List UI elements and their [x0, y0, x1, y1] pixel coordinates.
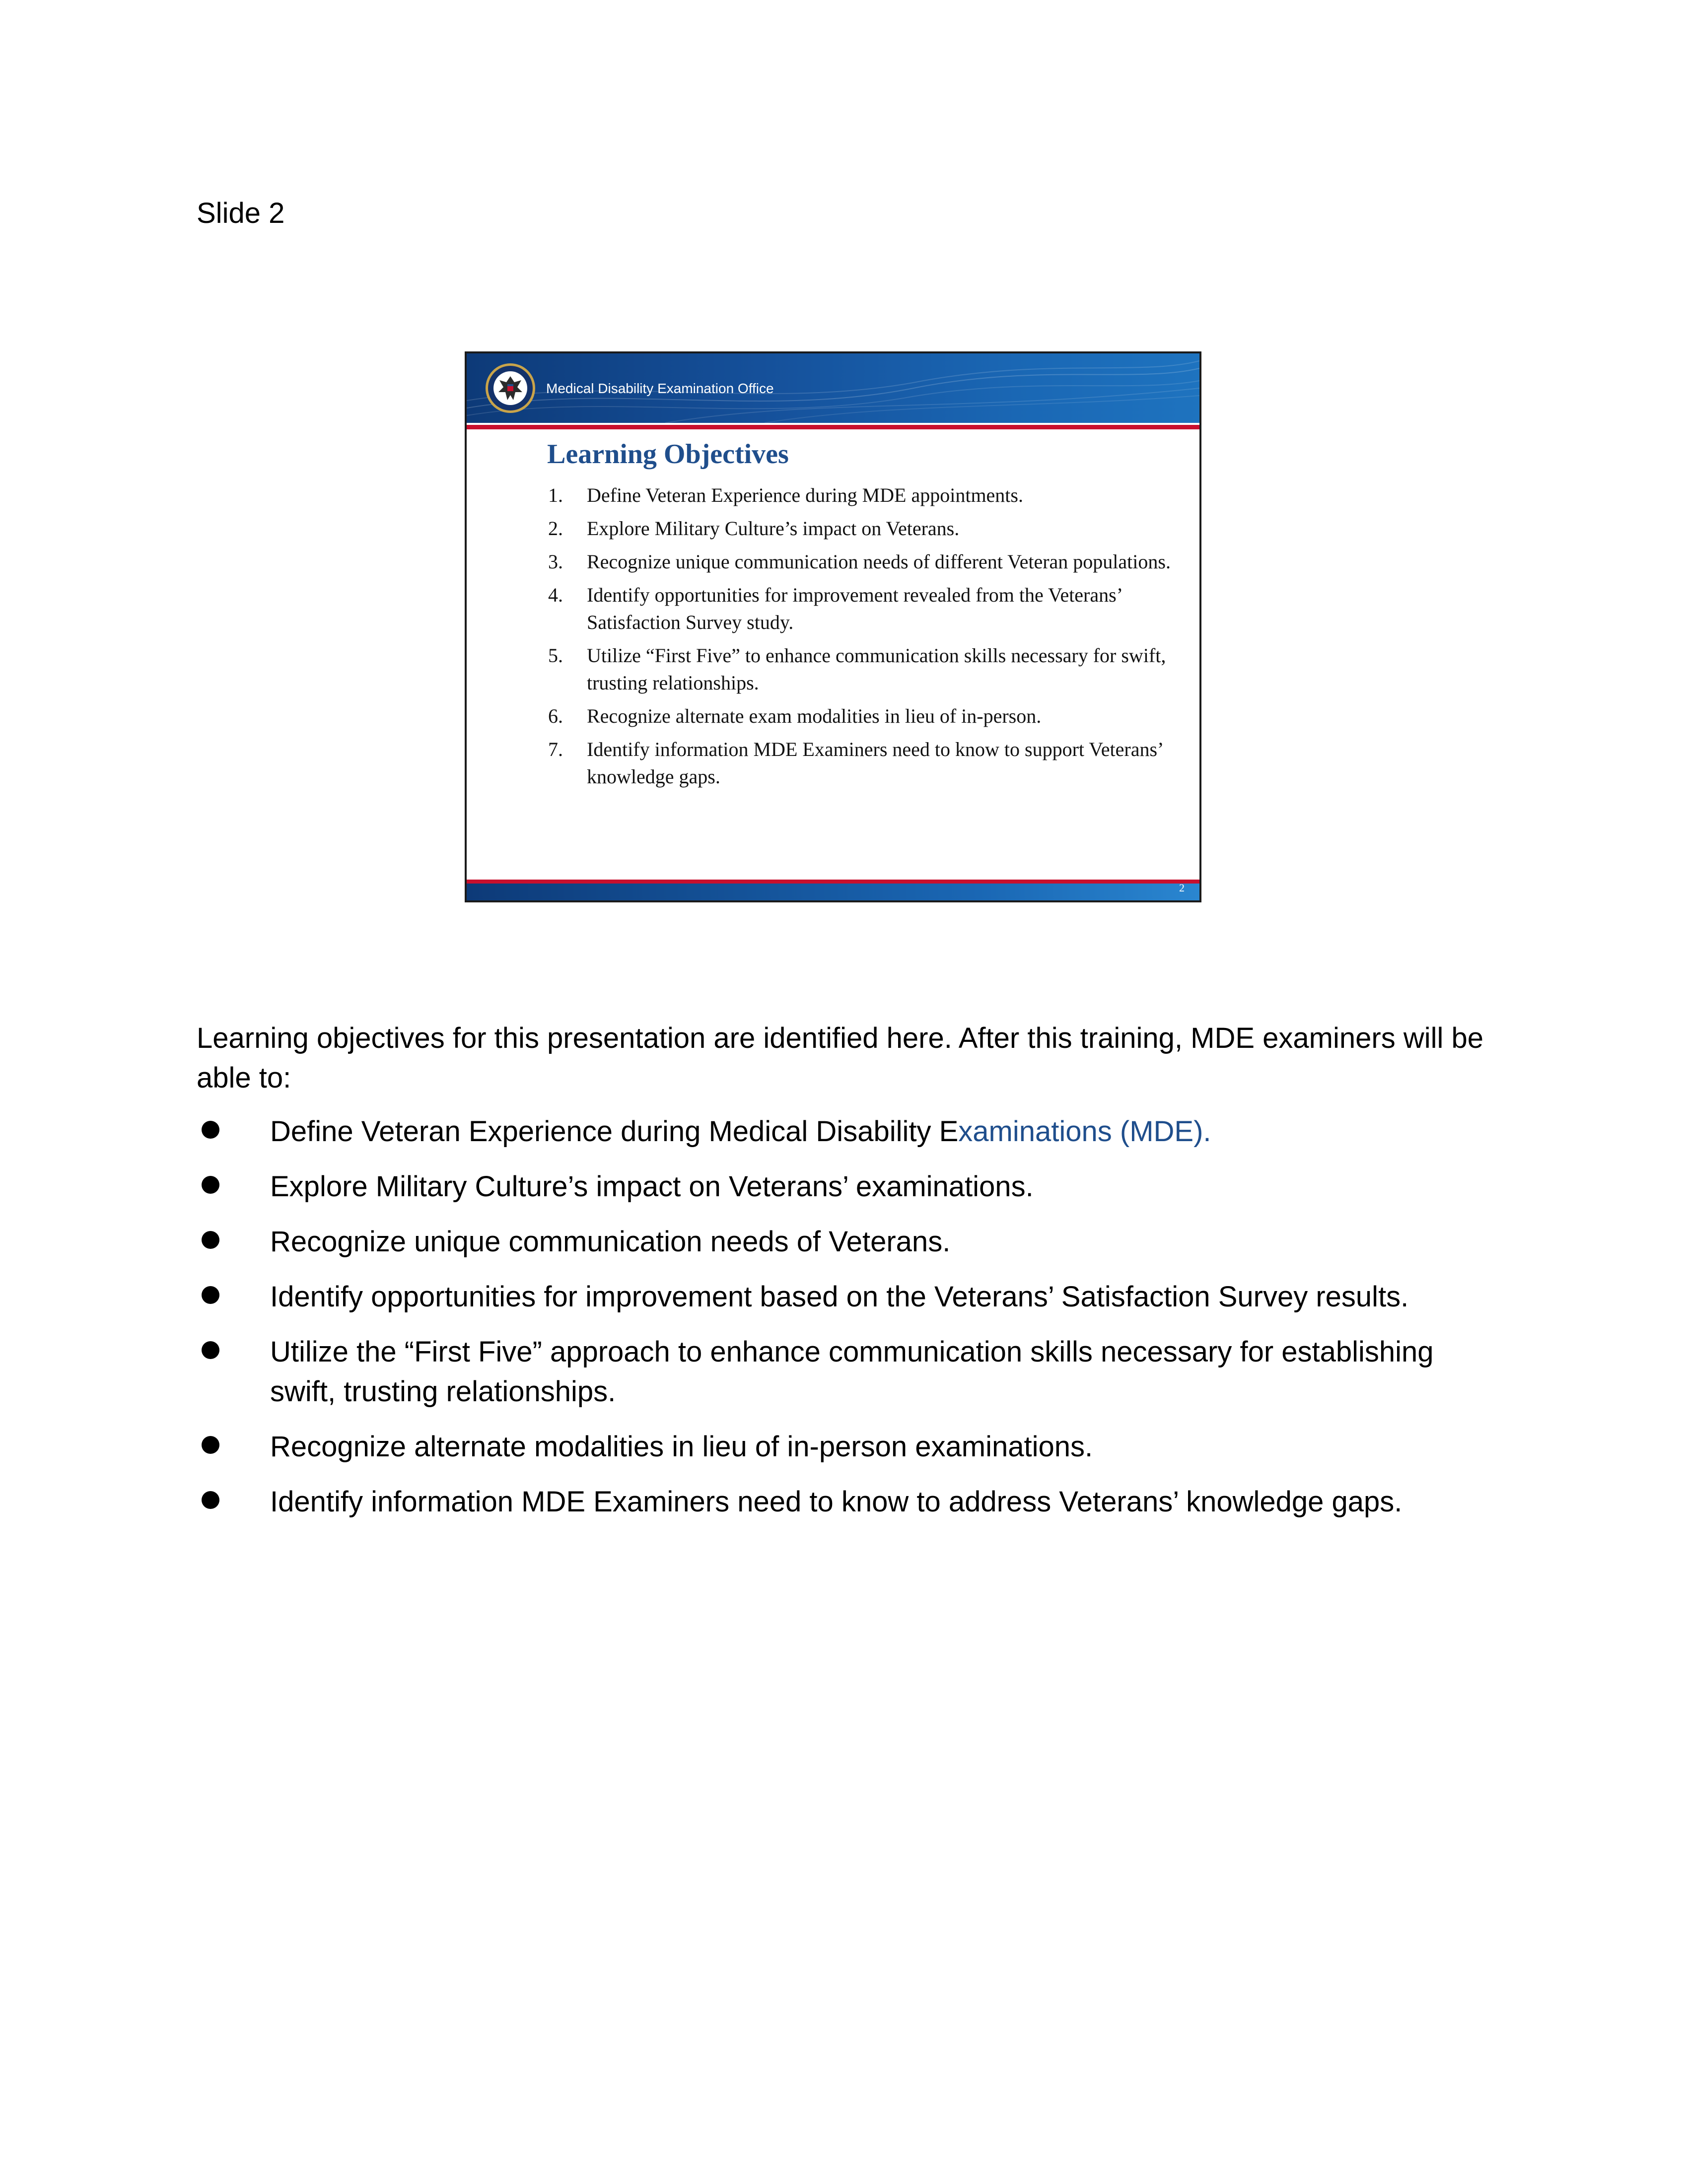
- slide-thumbnail: [465, 351, 1201, 902]
- bullet-text: Utilize the “First Five” approach to enhance communication skills necessary for establishing swift, trusting relationships.: [270, 1336, 1434, 1408]
- bullet-icon: [202, 1436, 219, 1454]
- office-name: Medical Disability Examination Office: [546, 381, 774, 396]
- bullet-icon: [202, 1286, 219, 1304]
- objective-item: [548, 642, 1193, 696]
- va-seal-icon: [485, 362, 536, 414]
- objective-item: [548, 702, 1193, 730]
- objective-item: [548, 736, 1193, 790]
- objective-text: Identify information MDE Examiners need to know to support Veterans’ knowledge gaps.: [587, 738, 1163, 788]
- slide-page-number: 2: [1179, 882, 1185, 894]
- objective-text: Utilize “First Five” to enhance communication skills necessary for swift, trusting relationships.: [587, 644, 1166, 694]
- objective-item: [548, 548, 1193, 575]
- list-item: [197, 1332, 1487, 1412]
- list-item: [197, 1112, 1487, 1152]
- list-item: [197, 1482, 1487, 1522]
- objective-item: [548, 515, 1193, 542]
- objective-text: Explore Military Culture’s impact on Veterans.: [587, 517, 960, 540]
- bullet-icon: [202, 1176, 219, 1194]
- objective-text: Define Veteran Experience during MDE appointments.: [587, 484, 1023, 506]
- bullet-icon: [202, 1341, 219, 1359]
- slide-title: Learning Objectives: [547, 439, 789, 470]
- objective-number: 2.: [548, 517, 563, 540]
- slide-caption: Slide 2: [197, 197, 285, 229]
- slide-header-banner: [467, 353, 1199, 423]
- list-item: [197, 1277, 1487, 1317]
- objective-number: 3.: [548, 550, 563, 573]
- bullet-text: Define Veteran Experience during Medical Disability E: [270, 1115, 959, 1148]
- footer-red-rule: [467, 880, 1199, 884]
- list-item: [197, 1222, 1487, 1262]
- objective-number: 1.: [548, 484, 563, 506]
- bullet-text: Identify opportunities for improvement based on the Veterans’ Satisfaction Survey results.: [270, 1281, 1409, 1313]
- objective-number: 4.: [548, 584, 563, 606]
- bullet-text-highlight: xaminations (MDE).: [958, 1115, 1211, 1148]
- objective-number: 7.: [548, 738, 563, 760]
- objective-text: Recognize alternate exam modalities in lieu of in-person.: [587, 705, 1042, 727]
- bullet-icon: [202, 1121, 219, 1139]
- objective-text: Identify opportunities for improvement revealed from the Veterans’ Satisfaction Survey study.: [587, 584, 1122, 633]
- slide-footer-banner: [467, 884, 1199, 900]
- objective-item: [548, 481, 1193, 509]
- list-item: [197, 1427, 1487, 1467]
- objective-text: Recognize unique communication needs of different Veteran populations.: [587, 550, 1171, 573]
- bullet-icon: [202, 1491, 219, 1509]
- notes-bullet-list: [197, 1112, 1487, 1537]
- bullet-text: Identify information MDE Examiners need to know to address Veterans’ knowledge gaps.: [270, 1486, 1403, 1518]
- bullet-icon: [202, 1231, 219, 1249]
- notes-intro: Learning objectives for this presentation are identified here. After this training, MDE examiners will be able to:: [197, 1022, 1483, 1094]
- bullet-text: Recognize unique communication needs of Veterans.: [270, 1226, 951, 1258]
- objectives-list: [548, 481, 1193, 796]
- objective-number: 5.: [548, 644, 563, 667]
- header-red-rule: [467, 425, 1199, 429]
- objective-number: 6.: [548, 705, 563, 727]
- objective-item: [548, 581, 1193, 636]
- bullet-text: Explore Military Culture’s impact on Veterans’ examinations.: [270, 1170, 1034, 1203]
- bullet-text: Recognize alternate modalities in lieu of in-person examinations.: [270, 1431, 1093, 1463]
- list-item: [197, 1167, 1487, 1207]
